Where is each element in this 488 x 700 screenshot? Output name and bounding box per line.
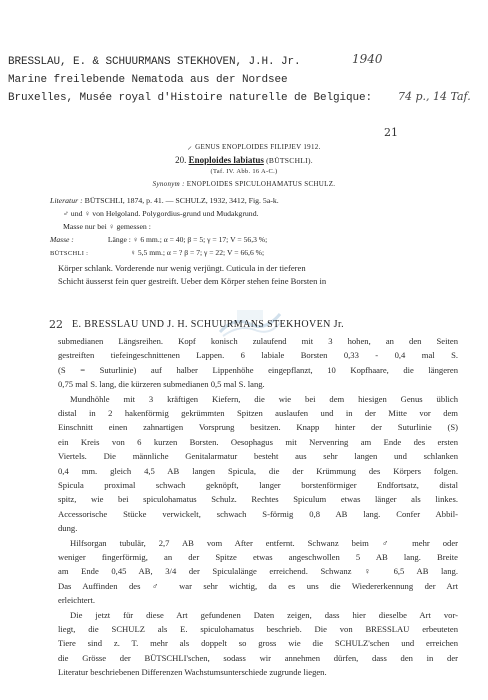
species-heading: 20. Enoploides labiatus (BÜTSCHLI). bbox=[175, 155, 313, 165]
body-line: 0,75 mal S. lang, die kürzeren submedianen 0,5 mal S. lang. bbox=[58, 379, 265, 390]
genus-heading: ⸝ GENUS ENOPLOIDES FILIPJEV 1912. bbox=[187, 141, 321, 151]
body-line: Einschnitt einen zahnartigen Vorsprung besitzen. Knapp hinter der Suturlinie (S) bbox=[58, 422, 458, 433]
body-line: Das Auffinden des ♂ war sehr wichtig, da es uns die Wiedererkennung der Art bbox=[58, 580, 458, 591]
body-line: ein Kreis von 6 kurzen Borsten. Oesophagus mit Nervenring am Ende des ersten bbox=[58, 436, 458, 447]
locality-line: ♂ und ♀ von Helgoland. Polygordius-grund und Mudakgrund. bbox=[63, 209, 259, 218]
body-line: am Ende 0,45 AB, 3/4 der Spiculalänge erreichend. Schwanz ♀ 6,5 AB lang. bbox=[58, 566, 458, 577]
top-body-line-1: Körper schlank. Vorderende nur wenig verjüngt. Cuticula in der tieferen bbox=[58, 263, 306, 273]
body-line: Viertels. Die männliche Genitalarmatur besteht aus sehr langen und schlanken bbox=[58, 451, 458, 462]
body-line: Die jetzt für diese Art gefundenen Daten zeigen, dass hier dieselbe Art vor- bbox=[70, 609, 458, 620]
card-authors bbox=[8, 56, 301, 68]
card-authors-text: BRESSLAU, E. & SCHUURMANS STEKHOVEN, J.H. Jr. bbox=[8, 56, 301, 68]
body-line: submedianen Längsreihen. Kopf konisch zulaufend mit 3 hohen, an den Seiten bbox=[58, 336, 458, 346]
page-number-bottom: 22 bbox=[49, 318, 63, 331]
body-line: die Grösse der BÜTSCHLI'schen, sodass wir annehmen dürfen, dass den in der bbox=[58, 652, 458, 663]
synonym-line: Synonym : ENOPLOIDES SPICULOHAMATUS SCHULZ. bbox=[152, 180, 336, 188]
body-line: Spicula proximal schwach geknöpft, langer borstenförmiger Endfortsatz, distal bbox=[58, 480, 458, 490]
body-line: weniger fingerförmig, an der Spitze etwas angeschwollen 5 AB lang. Breite bbox=[58, 552, 458, 562]
plate-reference: (Taf. IV. Abb. 16 A-C.) bbox=[210, 168, 278, 175]
body-line: gestreiften tiefeingeschnittenen Lappen. 6 labiale Borsten 0,33 - 0,4 mal S. bbox=[58, 350, 458, 361]
body-line: Accessorische Stücke verwickelt, schwach S-förmig 0,8 AB lang. Confer Abbil- bbox=[58, 508, 458, 519]
masse-note: Masse nur bei ♀ gemessen : bbox=[63, 222, 151, 231]
body-line: (S = Suturlinie) auf halber Lippenhöhe eingepflanzt, 10 Kopfhaare, die längeren bbox=[58, 364, 458, 375]
page-number-top: 21 bbox=[384, 126, 398, 139]
masse-row-2: BÜTSCHLI : ♀ 5,5 mm.; α = ? β = 7; γ = 22; V = 66,6 %; bbox=[50, 248, 265, 257]
body-line: liegt, die SCHULZ als E. spiculohamatus beschrieb. Die von BRESSLAU erbeuteten bbox=[58, 624, 458, 634]
body-line: spitz, wie bei spiculohamatus Schulz. Rechtes Spiculum etwas länger als linkes. bbox=[58, 494, 458, 505]
body-line: Tiere sind z. T. mehr als doppelt so gross wie die SCHULZ'schen und erreichen bbox=[58, 638, 458, 649]
card-title: Marine freilebende Nematoda aus der Nordsee bbox=[8, 74, 288, 86]
card-year: 1940 bbox=[352, 52, 383, 66]
catalog-card bbox=[0, 0, 488, 238]
card-publisher: Bruxelles, Musée royal d'Histoire naturelle de Belgique: bbox=[8, 92, 373, 104]
body-line: Mundhöhle mit 3 kräftigen Kiefern, die wie bei dem hiesigen Genus üblich bbox=[70, 393, 458, 404]
card-pages-note: 74 p., 14 Taf. bbox=[398, 90, 471, 103]
body-line: Literatur beschriebenen Differenzen Wachstumsunterschiede zugrunde liegen. bbox=[58, 667, 327, 678]
masse-row-1: Masse : Länge : ♀ 6 mm.; α = 40; β = 5; γ = 17; V = 56,3 %; bbox=[50, 235, 268, 244]
body-line: erleichtert. bbox=[58, 595, 95, 606]
literatur-line: Literatur : BÜTSCHLI, 1874, p. 41. — SCHULZ, 1932, 3412, Fig. 5a-k. bbox=[50, 196, 279, 205]
top-body-line-2: Schicht äusserst fein quer gestreift. Ueber dem Körper stehen feine Borsten in bbox=[58, 276, 327, 286]
body-line: dung. bbox=[58, 523, 78, 534]
body-line: Hilfsorgan tubulär, 2,7 AB vom After entfernt. Schwanz beim ♂ mehr oder bbox=[70, 537, 458, 548]
species-name: Enoploides labiatus bbox=[188, 155, 264, 165]
running-head: E. BRESSLAU UND J. H. SCHUURMANS STEKHOVEN Jr. bbox=[72, 319, 345, 330]
body-line: distal in 2 hakenförmig gekrümmten Spitzen auslaufen und in der Mitte vor dem bbox=[58, 408, 458, 418]
body-line: 0,4 mm. gleich 4,5 AB langen Spicula, die der Krümmung des Körpers folgen. bbox=[58, 465, 458, 476]
